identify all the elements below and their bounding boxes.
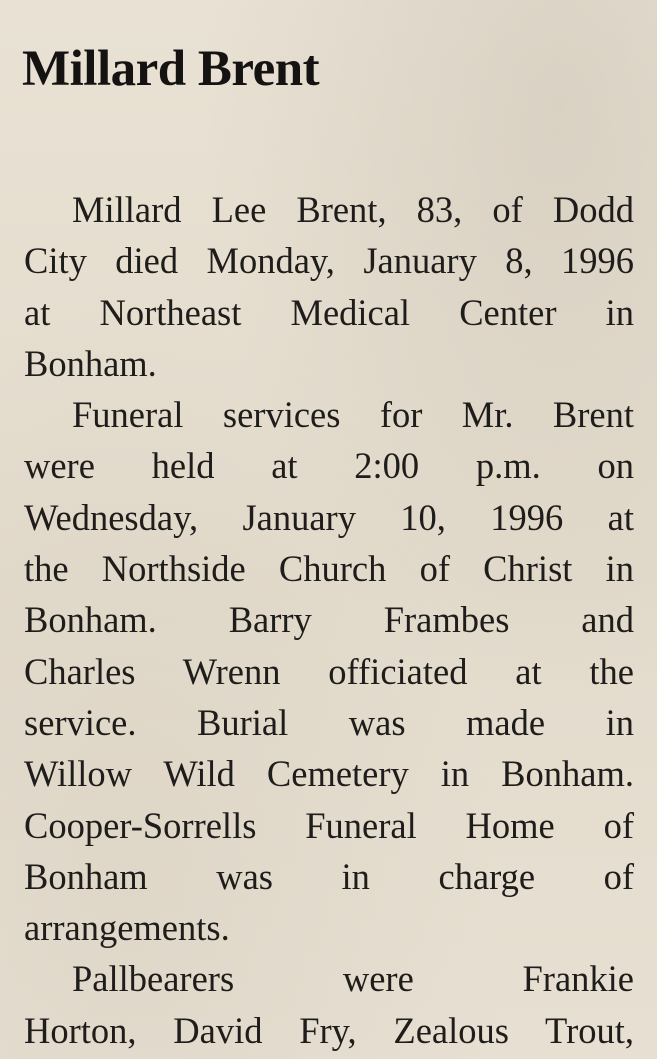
- paragraph-death-notice: [24, 184, 634, 389]
- text-line: Funeral services for Mr. Brent: [72, 394, 634, 436]
- text-line: were held at 2:00 p.m. on: [24, 445, 634, 487]
- text-line: at Northeast Medical Center in: [24, 291, 634, 333]
- obituary-body: [24, 184, 634, 1056]
- obituary-headline: Millard Brent: [22, 41, 320, 97]
- text-line: the Northside Church of Christ in: [24, 548, 634, 590]
- text-line: Charles Wrenn officiated at the: [24, 650, 634, 692]
- text-line: Bonham. Barry Frambes and: [24, 599, 634, 641]
- text-line: Horton, David Fry, Zealous Trout,: [24, 1009, 634, 1051]
- text-line: service. Burial was made in: [24, 701, 634, 743]
- text-line: Willow Wild Cemetery in Bonham.: [24, 753, 634, 795]
- text-line: arrangements.: [24, 907, 230, 949]
- text-line: City died Monday, January 8, 1996: [24, 240, 634, 282]
- text-line: Bonham was in charge of: [24, 855, 634, 897]
- text-line: Millard Lee Brent, 83, of Dodd: [72, 189, 634, 230]
- text-line: Cooper-Sorrells Funeral Home of: [24, 804, 634, 846]
- text-line: Bonham.: [24, 342, 157, 384]
- paragraph-funeral-services: [24, 389, 634, 953]
- paragraph-pallbearers: [24, 953, 634, 1056]
- text-line: Wednesday, January 10, 1996 at: [24, 496, 634, 538]
- text-line: Pallbearers were Frankie: [72, 958, 634, 1000]
